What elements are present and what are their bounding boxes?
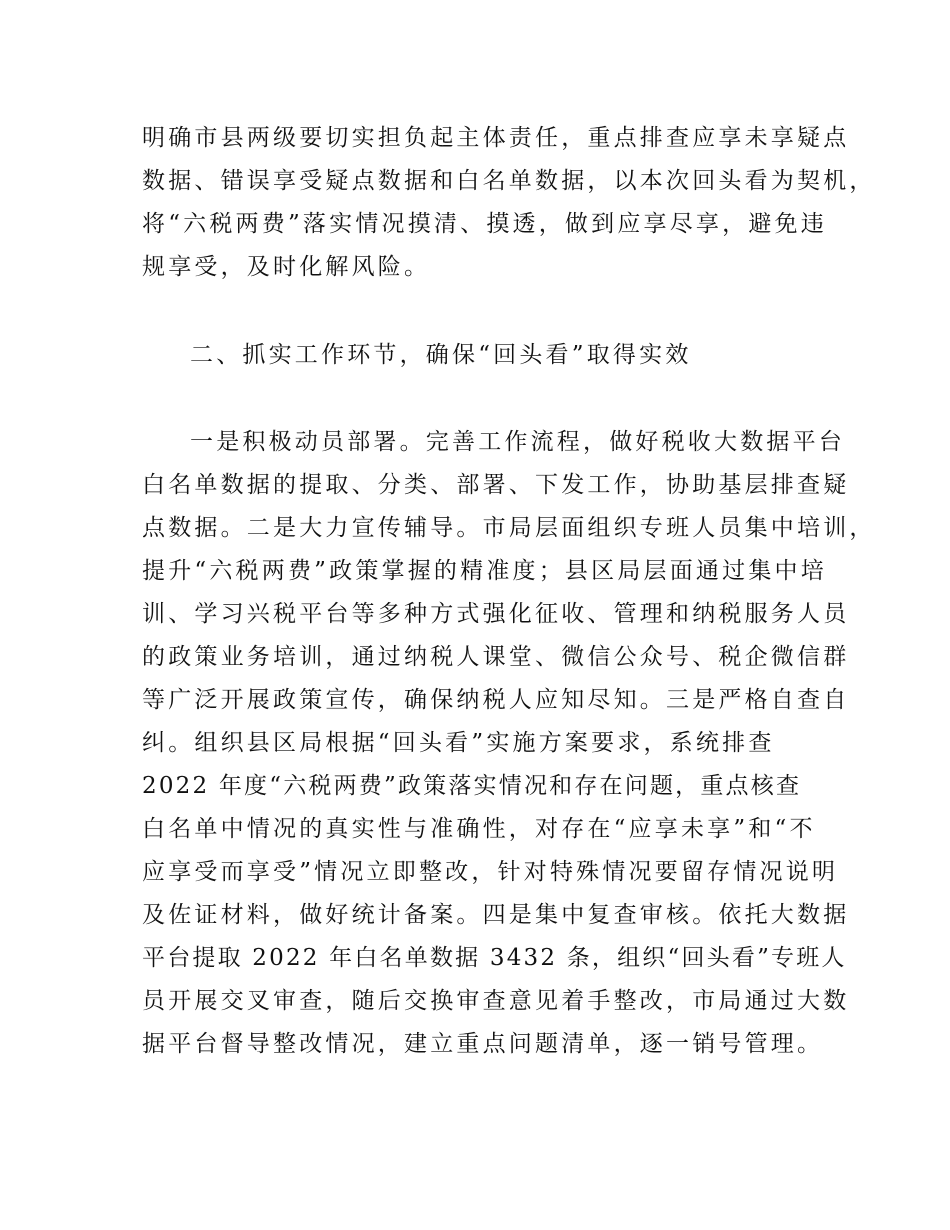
paragraph-2-line-11: 应享受而享受”情况立即整改，针对特殊情况要留存情况说明 [142, 859, 839, 885]
paragraph-1-line-1: 明确市县两级要切实担负起主体责任，重点排查应享未享疑点 [142, 125, 850, 151]
paragraph-2-line-4: 提升“六税两费”政策掌握的精准度；县区局层面通过集中培 [142, 558, 827, 584]
paragraph-2-line-6: 的政策业务培训，通过纳税人课堂、微信公众号、税企微信群 [142, 644, 850, 670]
paragraph-2-line-15: 据平台督导整改情况，建立重点问题清单，逐一销号管理。 [142, 1031, 824, 1057]
paragraph-2-line-14: 员开展交叉审查，随后交换审查意见着手整改，市局通过大数 [142, 988, 850, 1014]
paragraph-2-line-9: 2022 年度“六税两费”政策落实情况和存在问题，重点核查 [142, 773, 802, 799]
paragraph-2-line-12: 及佐证材料，做好统计备案。四是集中复查审核。依托大数据 [142, 902, 850, 928]
paragraph-2-line-13: 平台提取 2022 年白名单数据 3432 条，组织“回头看”专班人 [142, 945, 847, 971]
paragraph-1-line-4: 规享受，及时化解风险。 [142, 254, 431, 280]
paragraph-1-line-3: 将“六税两费”落实情况摸清、摸透，做到应享尽享，避免违 [142, 211, 827, 237]
paragraph-2-line-7: 等广泛开展政策宣传，确保纳税人应知尽知。三是严格自查自 [142, 687, 850, 713]
paragraph-1-line-2: 数据、错误享受疑点数据和白名单数据，以本次回头看为契机， [142, 168, 876, 194]
section-heading: 二、抓实工作环节，确保“回头看”取得实效 [190, 342, 692, 368]
paragraph-2-line-8: 纠。组织县区局根据“回头看”实施方案要求，系统排查 [142, 730, 775, 756]
paragraph-2-line-2: 白名单数据的提取、分类、部署、下发工作，协助基层排查疑 [142, 472, 850, 498]
paragraph-2-line-1: 一是积极动员部署。完善工作流程，做好税收大数据平台 [190, 429, 845, 455]
paragraph-2-line-3: 点数据。二是大力宣传辅导。市局层面组织专班人员集中培训， [142, 515, 876, 541]
paragraph-2-line-5: 训、学习兴税平台等多种方式强化征收、管理和纳税服务人员 [142, 601, 850, 627]
paragraph-2-line-10: 白名单中情况的真实性与准确性，对存在“应享未享”和“不 [142, 816, 816, 842]
